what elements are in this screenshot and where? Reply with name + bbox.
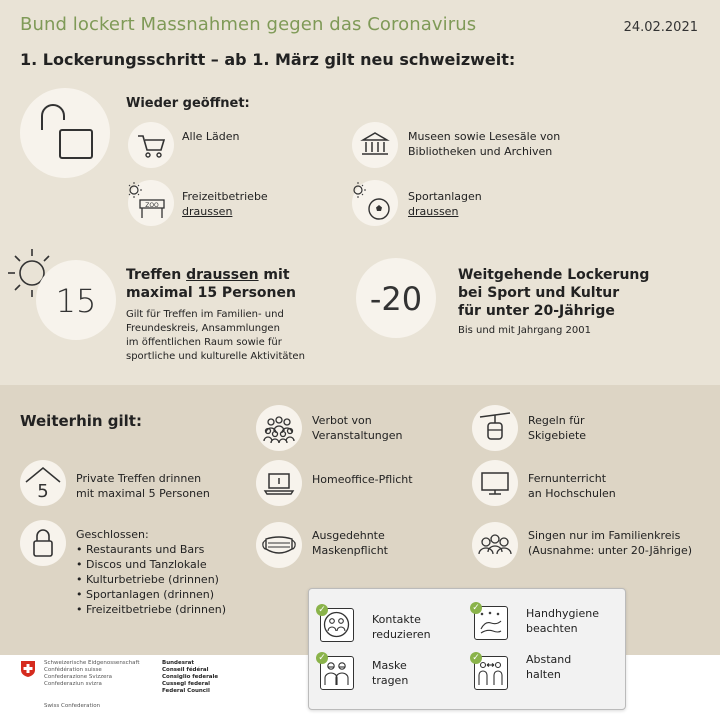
check-icon: ✓ [470, 652, 482, 664]
card-item-mask: Maske tragen [372, 659, 409, 687]
reopened-item-shops: Alle Läden [182, 130, 240, 143]
shopping-cart-icon [128, 122, 174, 168]
laptop-icon [256, 460, 302, 506]
reopened-heading: Wieder geöffnet: [126, 96, 250, 111]
meetings-description: Gilt für Treffen im Familien- und Freundeskreis, Ansammlungen im öffentlichen Raum sowie für sportliche und kulturelle Aktivitäten [126, 309, 305, 362]
swiss-flag-logo [20, 660, 36, 678]
crowd-icon [256, 405, 302, 451]
youth-heading: Weitgehende Lockerung bei Sport und Kultur für unter 20-Jährige [458, 267, 650, 319]
card-item-distance: Abstand halten [526, 653, 572, 681]
unlock-icon [20, 88, 110, 178]
card-item-contacts: Kontakte reduzieren [372, 613, 431, 641]
list-item: • Freizeitbetriebe (drinnen) [76, 603, 227, 616]
choir-icon [472, 522, 518, 568]
private-meetings-text: Private Treffen drinnen mit maximal 5 Personen [76, 472, 210, 500]
youth-note: Bis und mit Jahrgang 2001 [458, 325, 591, 336]
reopened-item-leisure: Freizeitbetriebe draussen [182, 190, 268, 218]
remote-teaching-text: Fernunterricht an Hochschulen [528, 472, 616, 500]
youth-number: -20 [369, 280, 423, 318]
federal-administration-text: Schweizerische Eidgenossenschaft Confédération suisse Confederazione Svizzera Confederaziun svizra [44, 660, 140, 687]
page-title: Bund lockert Massnahmen gegen das Coronavirus [20, 14, 477, 35]
soccer-ball-icon [352, 180, 398, 226]
meetings-number: 15 [55, 282, 97, 320]
masks-text: Ausgedehnte Maskenpflicht [312, 529, 388, 557]
gondola-icon [472, 405, 518, 451]
list-item: • Kulturbetriebe (drinnen) [76, 573, 219, 586]
monitor-icon [472, 460, 518, 506]
check-icon: ✓ [470, 602, 482, 614]
svg-text:ZOO: ZOO [145, 202, 159, 209]
lock-icon [20, 520, 66, 566]
card-item-hand-hygiene: Handhygiene beachten [526, 607, 599, 635]
list-item: • Discos und Tanzlokale [76, 558, 207, 571]
page-subtitle: 1. Lockerungsschritt – ab 1. März gilt neu schweizweit: [20, 50, 516, 69]
events-text: Verbot von Veranstaltungen [312, 414, 403, 442]
list-item: • Restaurants und Bars [76, 543, 205, 556]
reopened-item-sports: Sportanlagen draussen [408, 190, 482, 218]
museum-icon [352, 122, 398, 168]
still-heading: Weiterhin gilt: [20, 412, 142, 430]
swiss-confederation-text: Swiss Confederation [44, 703, 101, 709]
check-icon: ✓ [316, 604, 328, 616]
singing-text: Singen nur im Familienkreis (Ausnahme: unter 20-Jährige) [528, 529, 693, 557]
homeoffice-text: Homeoffice-Pflicht [312, 473, 413, 486]
house-icon [20, 460, 66, 506]
date-label: 24.02.2021 [623, 20, 698, 35]
closed-list [76, 542, 226, 617]
list-item: • Sportanlagen (drinnen) [76, 588, 215, 601]
closed-heading: Geschlossen: [76, 528, 149, 541]
check-icon: ✓ [316, 652, 328, 664]
ski-text: Regeln für Skigebiete [528, 414, 587, 442]
federal-council-text: Bundesrat Conseil fédéral Consiglio federale Cussegl federal Federal Council [162, 660, 219, 694]
reopened-item-museums: Museen sowie Lesesäle von Bibliotheken und Archiven [408, 130, 561, 158]
meetings-heading: Treffen draussen mit maximal 15 Personen [126, 267, 296, 301]
house-number: 5 [37, 481, 49, 502]
zoo-icon [128, 180, 174, 226]
mask-icon [256, 522, 302, 568]
